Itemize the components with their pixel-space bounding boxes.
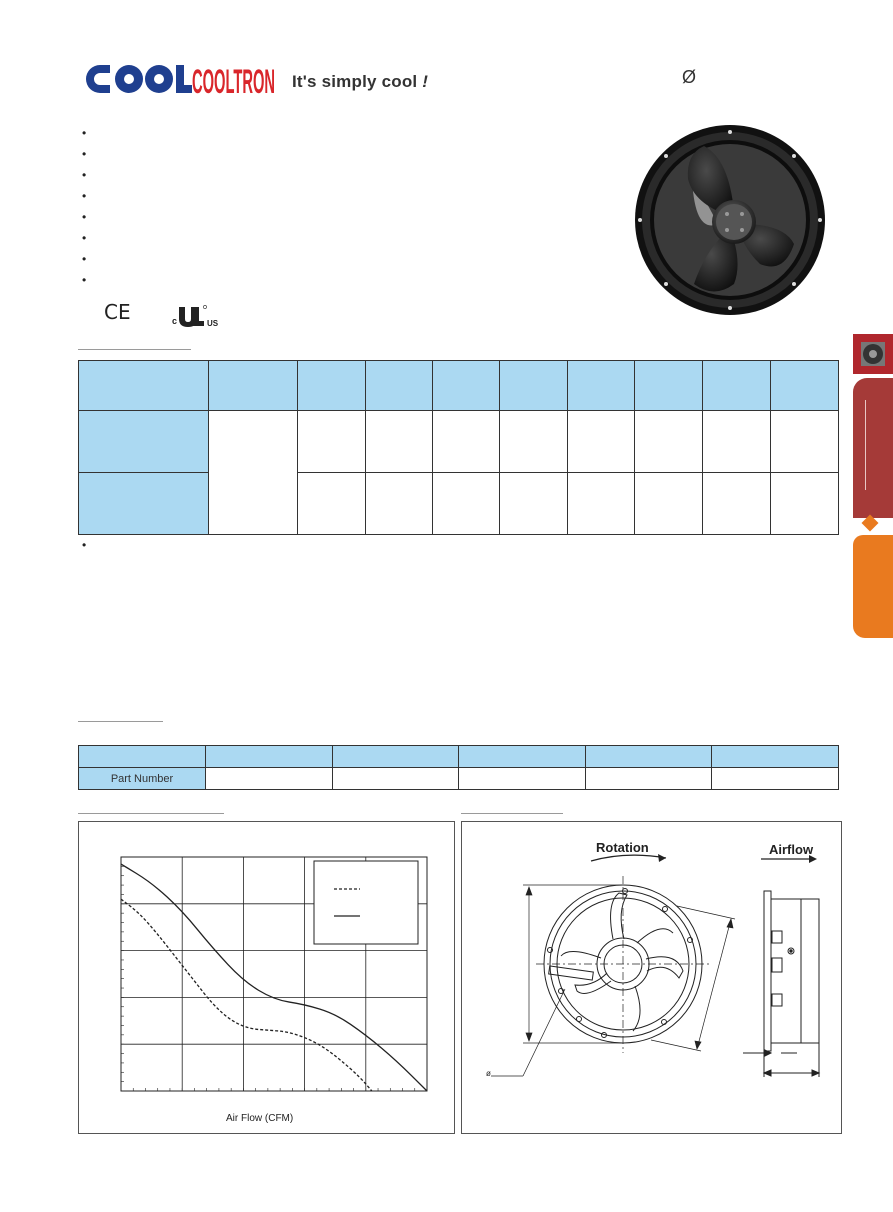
side-tab-section[interactable] [853,378,893,518]
brand-tagline [292,72,428,92]
spec-header-cell [635,361,703,411]
pn-header-cell [333,746,459,768]
mounting-hole-diameter-symbol: ø [486,1069,491,1078]
spec-row [79,473,839,535]
spec-cell [298,473,366,535]
note-bullet: • [82,538,87,552]
spec-cell [433,473,500,535]
spec-header-cell [366,361,433,411]
tagline-mark: ! [422,72,429,91]
fan-thumbnail-icon [853,334,893,374]
pn-header-cell [459,746,586,768]
feature-bullet: • [82,126,87,140]
spec-cell [366,473,433,535]
feature-bullet: • [82,210,87,224]
spec-header-cell [209,361,298,411]
pn-header-cell [206,746,333,768]
spec-model-cell [79,411,209,473]
diameter-symbol: Ø [682,67,697,87]
chart-legend-box [314,861,418,944]
spec-cell [568,411,635,473]
spec-header-cell [703,361,771,411]
spec-cell [366,411,433,473]
spec-header-cell [298,361,366,411]
spec-row [79,411,839,473]
feature-bullet: • [82,252,87,266]
spec-cell [771,473,839,535]
spec-cell [500,411,568,473]
logo-wordmark: COOLTRON [192,63,275,96]
pn-cell [712,768,839,790]
spec-cell [703,411,771,473]
spec-cell [635,411,703,473]
spec-cell [500,473,568,535]
feature-bullet: • [82,231,87,245]
side-tab-active[interactable] [853,535,893,638]
pn-header-cell [586,746,712,768]
dimension-drawing [461,821,842,1134]
ce-mark: CE [104,300,131,324]
airflow-label: Airflow [769,842,814,857]
spec-cell [433,411,500,473]
svg-text:US: US [207,319,219,327]
part-number-table [78,745,839,790]
pn-header-cell [712,746,839,768]
side-tab-icon[interactable] [853,334,893,374]
spec-cell [703,473,771,535]
section-rule-performance [78,813,224,814]
rotation-arrowhead [658,854,666,862]
chart-x-axis-label: Air Flow (CFM) [226,1113,294,1124]
cooltron-logo [80,62,275,96]
feature-bullet: • [82,147,87,161]
pn-header-row [79,746,839,768]
rotation-label: Rotation [596,840,649,855]
pn-cell [206,768,333,790]
pn-row [79,768,839,790]
svg-text:c: c [172,316,178,326]
performance-chart [78,821,455,1134]
section-rule-dimensions [461,813,563,814]
ul-listed-mark [172,305,228,327]
feature-bullet: • [82,273,87,287]
spec-model-cell [79,473,209,535]
feature-bullet: • [82,168,87,182]
spec-header-cell [771,361,839,411]
spec-header-row [79,361,839,411]
pn-cell [586,768,712,790]
spec-cell [568,473,635,535]
specifications-table [78,360,839,535]
spec-cell [209,411,298,535]
section-rule-specifications [78,349,191,350]
side-tab-divider [865,400,866,490]
pn-header-cell [79,746,206,768]
part-number-label: Part Number [79,768,206,790]
spec-header-cell [500,361,568,411]
fan-product-photo [634,124,826,316]
spec-header-cell [568,361,635,411]
pn-cell [333,768,459,790]
section-rule-ordering [78,721,163,722]
spec-cell [635,473,703,535]
spec-header-cell [79,361,209,411]
pn-cell [459,768,586,790]
spec-cell [771,411,839,473]
spec-header-cell [433,361,500,411]
fan-side-view [743,891,819,1077]
tagline-text: It's simply cool [292,72,418,91]
feature-bullet: • [82,189,87,203]
rotation-arrow [591,855,666,861]
spec-cell [298,411,366,473]
